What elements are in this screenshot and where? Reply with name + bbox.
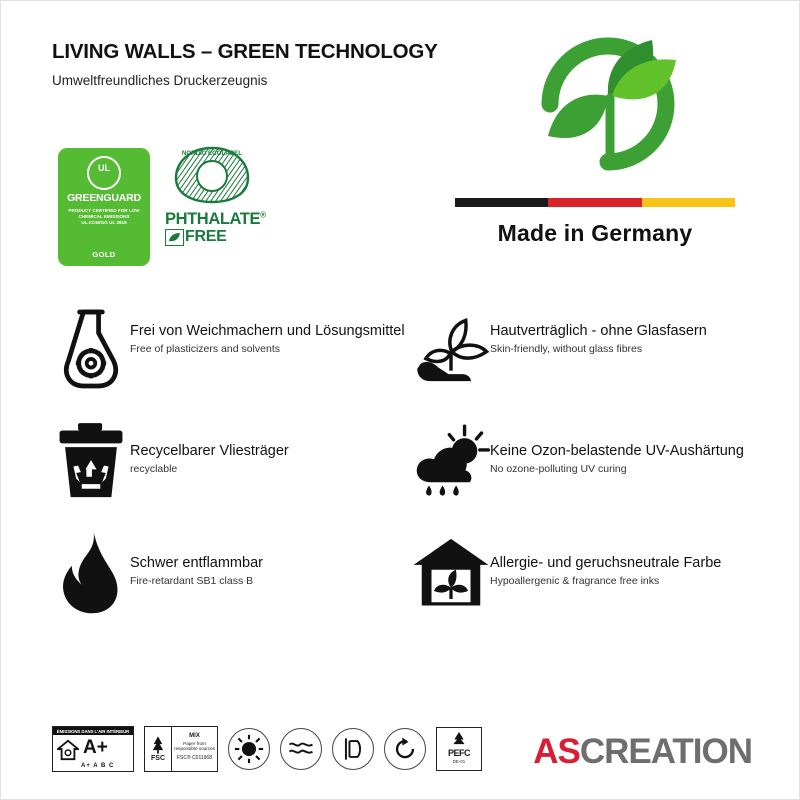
emissions-scale: A+ A B C [81,763,115,769]
flag-stripe-red [548,198,641,207]
feature-row [52,300,772,398]
brand-logo [533,732,752,772]
feature-item-recyclable [52,412,412,510]
emissions-grade: A+ [83,737,108,758]
fsc-code: FSC® C011968 [177,754,212,761]
feature-text [490,524,721,587]
feature-row [52,412,772,510]
page-title: LIVING WALLS – GREEN TECHNOLOGY [52,40,438,63]
fsc-mix-block [172,727,217,771]
pefc-label [436,727,482,771]
page-subtitle: Umweltfreundliches Druckerzeugnis [52,73,268,88]
feature-label-de: Keine Ozon-belastende UV-Aushärtung [490,443,744,459]
house-plant-icon [412,524,490,622]
fsc-mix-text: Paper from responsible sources [174,740,215,752]
pefc-tree-icon [439,731,479,746]
washable-waves-icon [280,728,322,770]
fsc-tree-icon [152,736,164,754]
strippable-icon [332,728,374,770]
feature-text [490,412,744,475]
feature-text [130,300,405,355]
feature-label-de: Frei von Weichmachern und Lösungsmittel [130,323,405,339]
fsc-label [144,726,218,772]
recyclable-arrow-icon [384,728,426,770]
feature-label-en: Hypoallergenic & fragrance free inks [490,575,660,588]
house-icon [57,739,79,761]
sun-symbol-icon [228,728,270,770]
german-flag-bar [455,198,735,207]
green-leaf-logo-icon [520,18,700,178]
feature-item-hypoallergenic [412,524,772,622]
fsc-mark [145,727,172,771]
header-block [52,40,482,88]
hand-plant-icon [412,300,490,398]
feature-text [130,524,263,587]
feature-label-de: Hautverträglich - ohne Glasfasern [490,323,707,339]
nordic-ecolabel-icon [172,144,252,206]
brand-creation: CREATION [579,732,752,771]
feature-item-uv-curing [412,412,772,510]
feature-label-de: Schwer entflammbar [130,555,263,571]
flag-stripe-gold [642,198,735,207]
feature-item-skin-friendly [412,300,772,398]
feature-label-de: Allergie- und geruchsneutrale Farbe [490,555,722,571]
flag-stripe-black [455,198,548,207]
feature-text [490,300,707,355]
sun-cloud-rain-icon [412,412,490,510]
feature-label-en: Free of plasticizers and solvents [130,343,280,356]
greenguard-name: GREENGUARD [67,192,141,204]
feature-text [130,412,289,475]
feature-label-de: Recycelbarer Vliesträger [130,443,289,459]
footer-block [52,726,752,788]
feature-grid [52,300,772,636]
fsc-mix-title: MIX [189,733,200,739]
feature-label-en: No ozone-polluting UV curing [490,463,627,476]
fsc-text: FSC [151,755,165,762]
brand-as: AS [533,732,580,771]
feature-label-en: Fire-retardant SB1 class B [130,575,254,588]
emissions-title: ÉMISSIONS DANS L'AIR INTÉRIEUR [53,727,133,735]
recycle-bin-icon [52,412,130,510]
made-in-germany-label: Made in Germany [497,220,693,246]
feature-item-fire-retardant [52,524,412,622]
feature-row [52,524,772,622]
greenguard-description: PRODUCT CERTIFIED FOR LOW CHEMICAL EMISSIONS UL.COM/GG UL 2818 [68,208,140,226]
footer-certification-icons [52,726,482,772]
phthalate-word: PHTHALATE® [165,210,266,228]
indoor-air-emissions-label [52,726,134,772]
pefc-name: PEFC [447,748,470,758]
feature-label-en: recyclable [130,463,178,476]
greenguard-certificate [58,148,150,266]
feature-item-plasticizers [52,300,412,398]
ul-mark-icon [87,156,121,190]
feature-label-en: Skin-friendly, without glass fibres [490,343,643,356]
phthalate-leaf-box-icon [165,229,184,246]
pefc-code: DE-01 [452,759,466,764]
nordic-top-label: NORDIC ECOLABEL [181,150,243,157]
greenguard-level: GOLD [92,250,116,259]
flask-icon [52,300,130,398]
phthalate-free-word: FREE [185,228,227,245]
phthalate-free-certificate [165,144,265,270]
flame-icon [52,524,130,622]
